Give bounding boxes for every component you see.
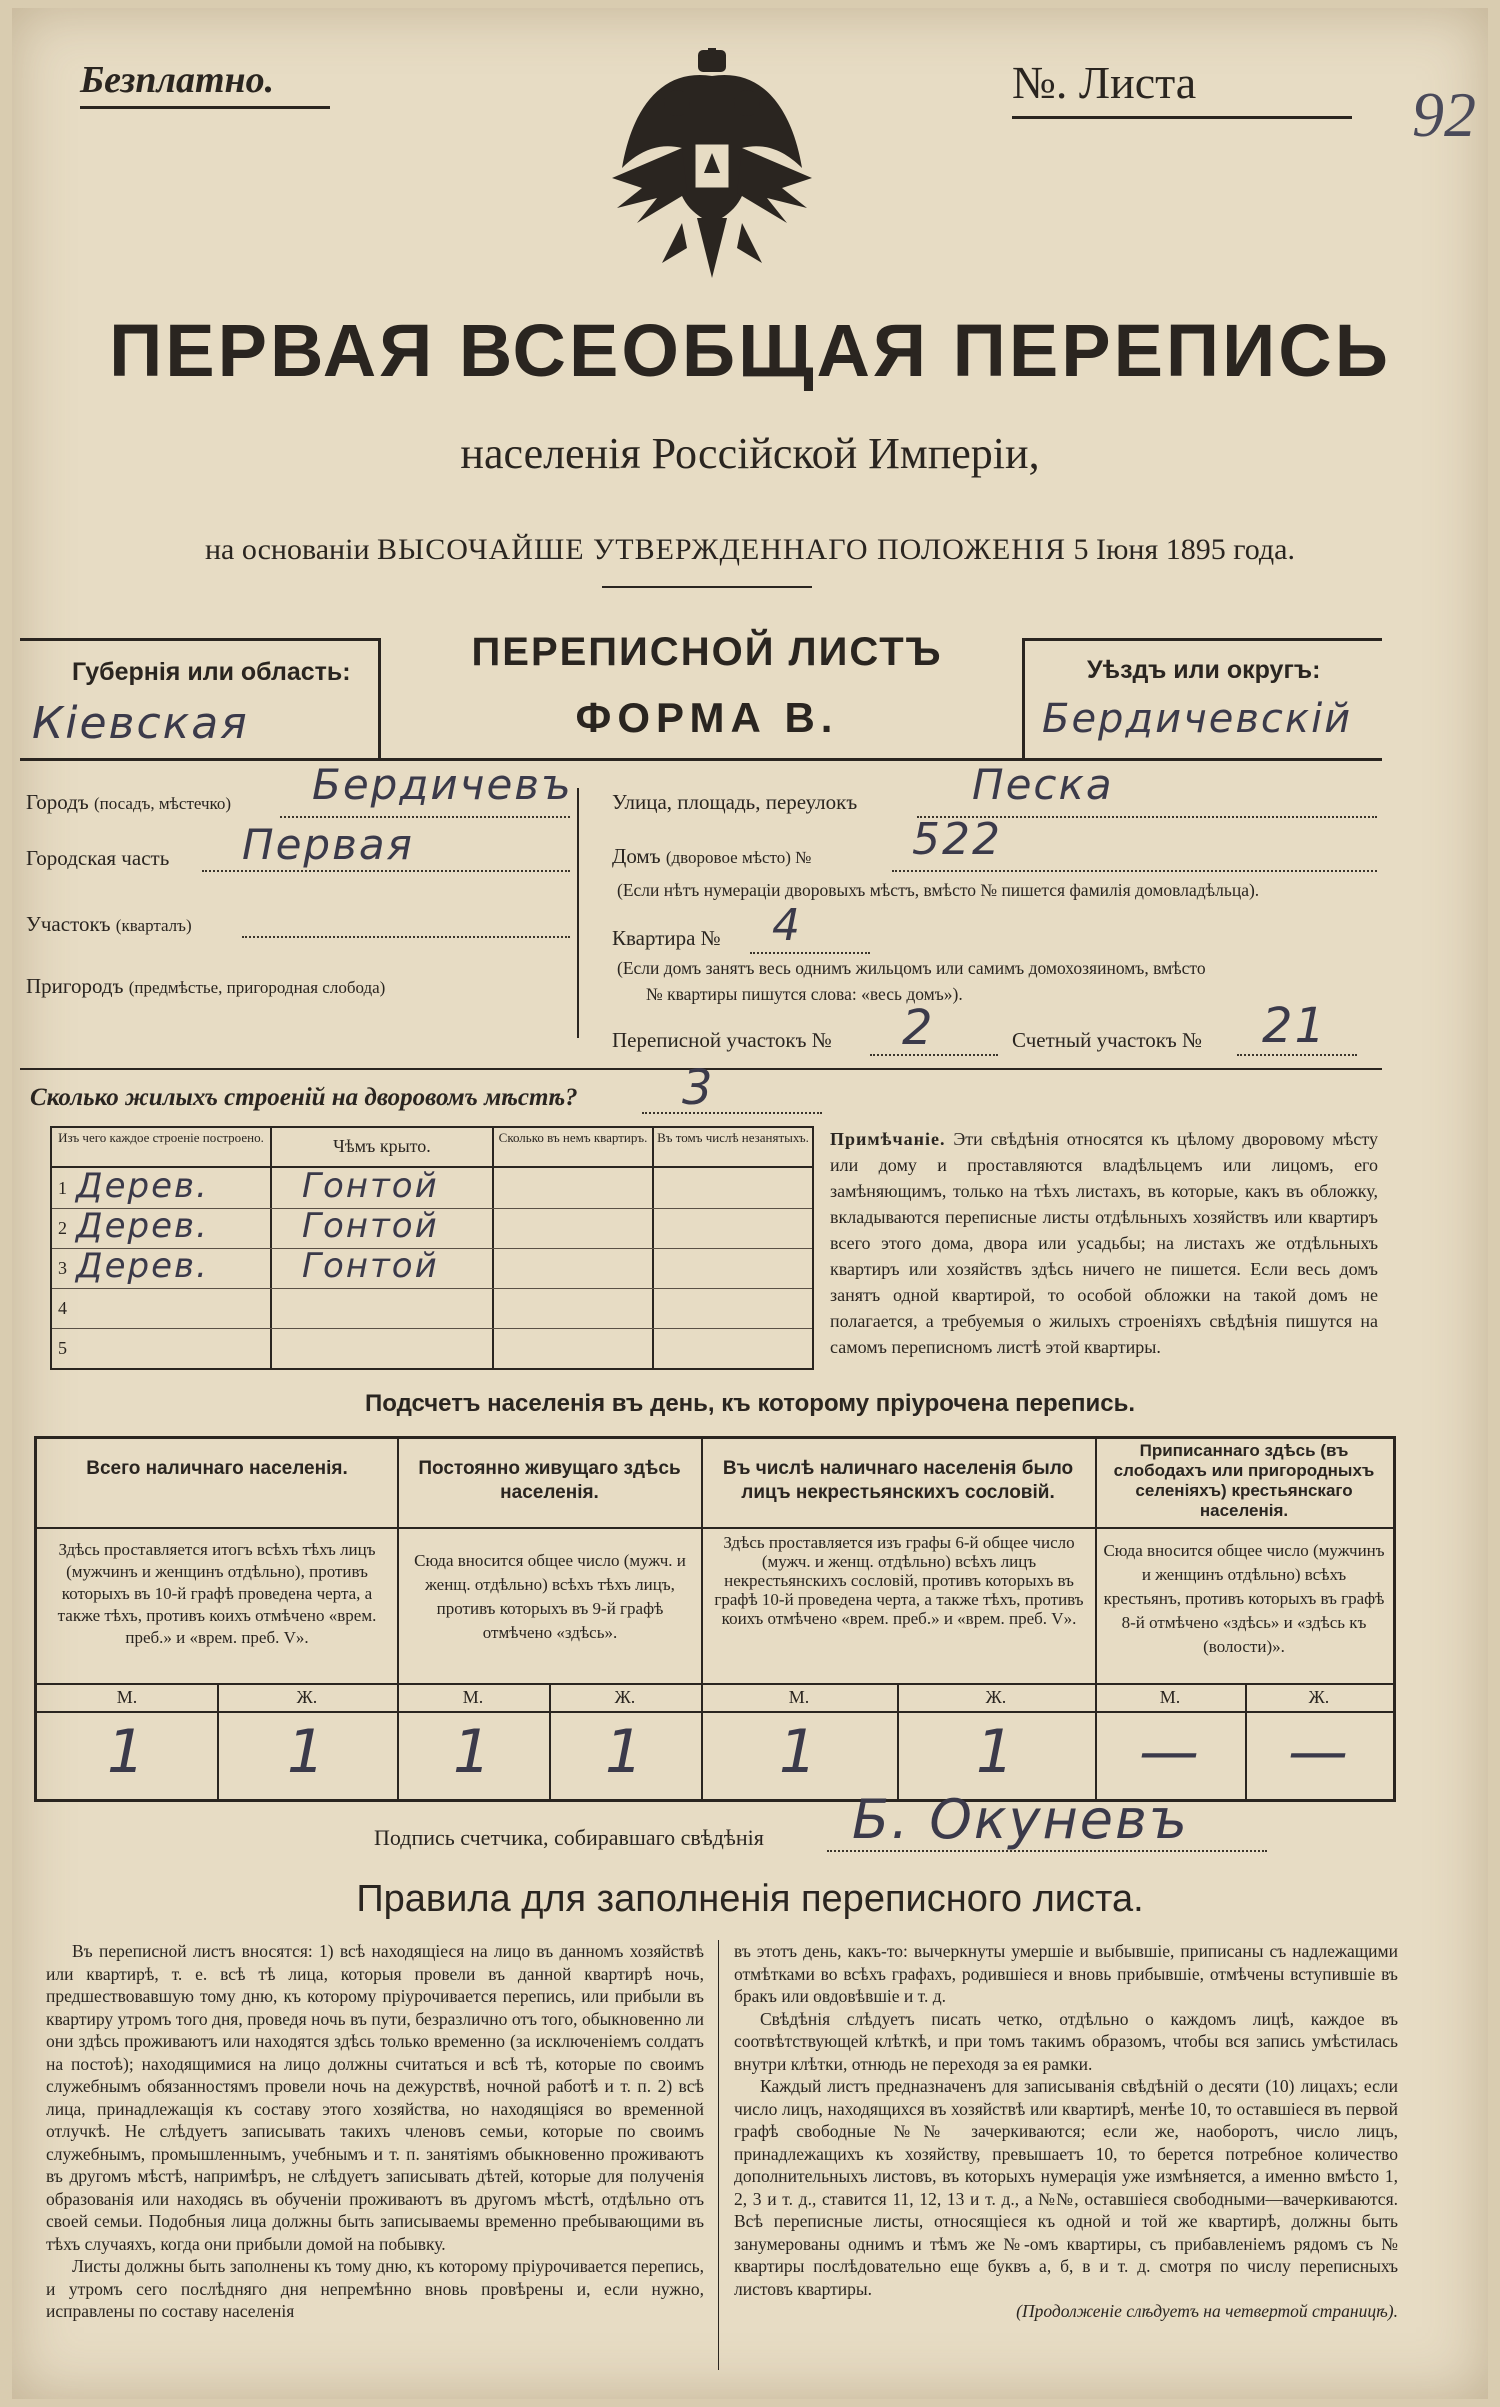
m-label: М. — [116, 1687, 138, 1707]
precinct-hint: (кварталъ) — [115, 916, 192, 935]
form-letter: ФОРМА В. — [575, 694, 839, 741]
house-hint: (дворовое мѣсто) № — [665, 848, 812, 867]
m-label: М. — [1159, 1687, 1181, 1707]
row-roof: Гонтой — [302, 1246, 439, 1286]
flat-value: 4 — [772, 900, 802, 951]
city-field — [26, 790, 231, 815]
margin-number: 92 — [1412, 79, 1476, 150]
count-text-total: Здѣсь проставляется итогъ всѣхъ тѣхъ лицъ (мужчинъ и женщинъ отдѣльно), противъ которыхъ въ 10-й графѣ проведена черта, а также тѣхъ, противъ коихъ отмѣчено «врем. преб.» и «врем. преб. V». — [57, 1540, 377, 1647]
census-section-value: 2 — [902, 1000, 935, 1056]
basis-caps: ВЫСОЧАЙШЕ УТВЕРЖДЕННАГО ПОЛОЖЕНІЯ — [377, 533, 1066, 566]
suburb-label: Пригородъ — [26, 974, 124, 998]
buildings-answer: 3 — [682, 1060, 715, 1116]
sheet-number-label: №. Листа — [1012, 57, 1197, 108]
count-value: — — [1139, 1717, 1201, 1787]
count-value: — — [1288, 1717, 1350, 1787]
census-subtitle: населенія Россійской Имперіи, — [460, 429, 1040, 478]
col-vacant: Въ томъ числѣ незанятыхъ. — [657, 1130, 809, 1145]
buildings-table — [50, 1126, 814, 1370]
row-roof: Гонтой — [302, 1166, 439, 1206]
count-head-total: Всего наличнаго населенія. — [86, 1458, 348, 1479]
form-title: ПЕРЕПИСНОЙ ЛИСТЪ — [471, 630, 943, 674]
rules-right-column — [734, 1940, 1398, 2323]
rules-left-p1: Въ переписной листъ вносятся: 1) всѣ находящіеся на лицо въ данномъ хозяйствѣ или квартирѣ, т. е. всѣ тѣ лица, которыя провели въ данной квартирѣ ночь, предшествовавшую тому дню, къ которому пріурочивается перепись, или прибыли въ квартиру утромъ того дня, проведя ночь въ пути, безразлично отъ того, обыкновенно ли они здѣсь проживаютъ или находятся здѣсь только временно (за исключеніемъ солдатъ на постоѣ); находящимися на лицо должны считаться и всѣ тѣ, которые по своимъ служебнымъ обязанностямъ провели ночь на дежурствѣ, ночной работѣ и т. п. 2) всѣ лица, принадлежащія къ составу этого хозяйства, но находящіяся во временной отлучкѣ. Не слѣдуетъ записывать такихъ членовъ семьи, которые по своимъ служебнымъ, промышленнымъ, учебнымъ и т. п. занятіямъ обыкновенно проживаютъ въ другомъ мѣстѣ, напримѣръ, не слѣдуетъ записывать дѣтей, которые для полученія образованія или находясь въ обученіи проживаютъ въ другомъ мѣстѣ, отдѣльно отъ своей семьи. Подобныя лица должны быть записываемы временно пребывающими въ тѣхъ случаяхъ, когда они прибыли домой на побывку. — [46, 1941, 704, 2254]
count-value: 1 — [604, 1717, 646, 1787]
city-hint: (посадъ, мѣстечко) — [93, 794, 232, 813]
census-basis — [12, 533, 1488, 567]
count-value: 1 — [106, 1717, 148, 1787]
col-roof: Чѣмъ крыто. — [333, 1136, 431, 1156]
count-title: Подсчетъ населенія въ день, къ которому пріурочена перепись. — [365, 1390, 1135, 1417]
province-value: Кіевская — [32, 698, 249, 749]
row-number: 4 — [58, 1298, 67, 1318]
table-row — [52, 1288, 812, 1329]
count-text-peasant: Сюда вносится общее число (мужчинъ и женщинъ отдѣльно) всѣхъ крестьянъ, противъ которыхъ въ графѣ 8-й отмѣчено «здѣсь» и «здѣсь къ (волости)». — [1103, 1541, 1385, 1656]
count-head-peasant: Приписаннаго здѣсь (въ слободахъ или пригородныхъ селеніяхъ) крестьянскаго населенія. — [1113, 1441, 1375, 1520]
buildings-note — [830, 1126, 1378, 1360]
precinct-field — [26, 912, 192, 937]
row-number: 2 — [58, 1218, 67, 1238]
rules-left-column — [46, 1940, 704, 2323]
buildings-question: Сколько жилыхъ строеній на дворовомъ мѣстѣ? — [30, 1084, 578, 1111]
count-value: 1 — [975, 1717, 1017, 1787]
city-value: Бердичевъ — [312, 760, 573, 809]
count-table — [34, 1436, 1396, 1802]
row-number: 5 — [58, 1338, 67, 1358]
count-section-label: Счетный участокъ № — [1012, 1028, 1203, 1052]
m-label: М. — [462, 1687, 484, 1707]
district-value: Бердичевскій — [1042, 696, 1353, 742]
house-label: Домъ — [612, 844, 661, 868]
row-number: 1 — [58, 1178, 67, 1198]
flat-label: Квартира № — [612, 926, 721, 950]
table-row — [52, 1208, 812, 1249]
flat-note-2: № квартиры пишутся слова: «весь домъ»). — [646, 984, 963, 1004]
col-flats: Сколько въ немъ квартиръ. — [498, 1130, 648, 1145]
f-label: Ж. — [296, 1687, 318, 1707]
district-label: Уѣздъ или округъ: — [1087, 656, 1321, 684]
rules-continued: (Продолженіе слѣдуетъ на четвертой страницѣ). — [1016, 2301, 1398, 2321]
count-text-permanent: Сюда вносится общее число (мужч. и женщ. отдѣльно) всѣхъ тѣхъ лицъ, противъ которыхъ въ 9-й графѣ отмѣчено «здѣсь». — [414, 1551, 686, 1642]
part-value: Первая — [242, 820, 414, 869]
f-label: Ж. — [614, 1687, 636, 1707]
table-row — [52, 1328, 812, 1366]
house-note: (Если нѣтъ нумераціи дворовыхъ мѣстъ, вмѣсто № пишется фамилія домовладѣльца). — [617, 880, 1260, 900]
flat-note-1: (Если домъ занятъ весь однимъ жильцомъ или самимъ домохозяиномъ, вмѣсто — [617, 958, 1206, 978]
suburb-hint: (предмѣстье, пригородная слобода) — [128, 978, 386, 997]
street-value: Песка — [972, 760, 1114, 809]
note-title: Примѣчаніе. — [830, 1129, 946, 1149]
rules-title: Правила для заполненія переписного листа. — [356, 1878, 1144, 1920]
house-field — [612, 844, 811, 869]
note-text: Эти свѣдѣнія относятся къ цѣлому дворовому мѣсту или дому и проставляются владѣльцемъ или лицомъ, его замѣняющимъ, только на тѣхъ листахъ, въ которые, какъ въ обложку, вкладываются переписные листы отдѣльныхъ хозяйствъ или квартиръ всего этого дома, двора или усадьбы; на листахъ же отдѣльныхъ квартиръ или хозяйствъ здѣсь ничего не пишется. Если весь домъ занятъ одной квартирой, то особой обложки на такой домъ не полагается, а требуемыя о жилыхъ строеніяхъ свѣдѣнія пишутся на самомъ переписномъ листѣ этой квартиры. — [830, 1129, 1379, 1357]
row-material: Дерев. — [76, 1246, 209, 1286]
row-material: Дерев. — [76, 1206, 209, 1246]
city-label: Городъ — [26, 790, 89, 814]
basis-date: 5 Іюня 1895 года. — [1073, 533, 1295, 566]
count-value: 1 — [778, 1717, 820, 1787]
census-sheet — [12, 8, 1488, 2399]
rules-left-p2: Листы должны быть заполнены къ тому дню, къ которому пріурочивается перепись, и утромъ сего послѣдняго дня непремѣнно вновь провѣрены и, если нужно, исправлены по составу населенія — [46, 2256, 704, 2321]
suburb-field — [26, 974, 385, 999]
rules-right-p1: въ этотъ день, какъ-то: вычеркнуты умершіе и выбывшіе, приписаны съ надлежащими отмѣтками во всѣхъ графахъ, родившіеся и вновь прибывшіе, отмѣчены вступившіе въ бракъ или овдовѣвшіе и т. д. — [734, 1941, 1398, 2006]
count-value: 1 — [452, 1717, 494, 1787]
row-number: 3 — [58, 1258, 67, 1278]
census-section-label: Переписной участокъ № — [612, 1028, 832, 1052]
part-label: Городская часть — [26, 846, 170, 870]
free-label: Безплатно. — [80, 59, 275, 101]
col-material: Изъ чего каждое строеніе построено. — [58, 1130, 264, 1145]
street-label: Улица, площадь, переулокъ — [612, 790, 858, 814]
table-row — [52, 1248, 812, 1289]
m-label: М. — [788, 1687, 810, 1707]
rules-right-p2: Свѣдѣнія слѣдуетъ писать четко, отдѣльно о каждомъ лицѣ, каждое въ соотвѣтствующей клѣткѣ, и при томъ такимъ образомъ, чтобы вся запись умѣстилась внутри клѣтки, отнюдь не переходя за ея рамки. — [734, 2008, 1398, 2074]
count-head-permanent: Постоянно живущаго здѣсь населенія. — [418, 1458, 681, 1503]
count-text-nonpeasant: Здѣсь проставляется изъ графы 6-й общее число (мужч. и женщ. отдѣльно) всѣхъ лицъ некрестьянскихъ сословій, противъ которыхъ въ графѣ 10-й проведена черта, а также тѣхъ, противъ коихъ отмѣчено «врем. преб.» и «врем. преб. V». — [714, 1533, 1084, 1628]
precinct-label: Участокъ — [26, 912, 111, 936]
table-row — [52, 1168, 812, 1209]
eagle-emblem-icon — [602, 48, 822, 288]
province-label: Губернія или область: — [72, 658, 351, 686]
basis-prefix: на основаніи — [204, 533, 370, 566]
signature-value: Б. Окуневъ — [852, 1788, 1189, 1851]
row-roof: Гонтой — [302, 1206, 439, 1246]
f-label: Ж. — [1308, 1687, 1330, 1707]
census-title: ПЕРВАЯ ВСЕОБЩАЯ ПЕРЕПИСЬ — [109, 309, 1391, 392]
count-value: 1 — [286, 1717, 328, 1787]
signature-label: Подпись счетчика, собиравшаго свѣдѣнія — [374, 1825, 764, 1850]
count-head-nonpeasant: Въ числѣ наличнаго населенія было лицъ некрестьянскихъ сословій. — [722, 1458, 1074, 1503]
house-value: 522 — [912, 814, 1002, 865]
count-section-value: 21 — [1262, 998, 1328, 1054]
rules-right-p3: Каждый листъ предназначенъ для записыванія свѣдѣній о десяти (10) лицахъ; если число лицъ, находящихся въ хозяйствѣ или квартирѣ, менѣе 10, то оставшіеся въ первой графѣ свободные №№ зачеркиваются; если же, наоборотъ, число лицъ, принадлежащихъ къ хозяйству, превышаетъ 10, то берется потребное количество дополнительныхъ листовъ, въ которыхъ нумерація уже измѣняется, а именно вмѣсто 1, 2, 3 и т. д., ставится 11, 12, 13 и т. д., а №№, оставшіеся свободными—вачеркиваются. Всѣ переписные листы, относящіеся къ одной и той же квартирѣ, должны быть занумерованы однимъ и тѣмъ же №-омъ квартиры, съ прибавленіемъ рядомъ съ № квартиры послѣдовательно еще буквъ а, б, в и т. д. смотря по числу переписныхъ листовъ квартиры. — [734, 2076, 1398, 2299]
f-label: Ж. — [985, 1687, 1007, 1707]
row-material: Дерев. — [76, 1166, 209, 1206]
